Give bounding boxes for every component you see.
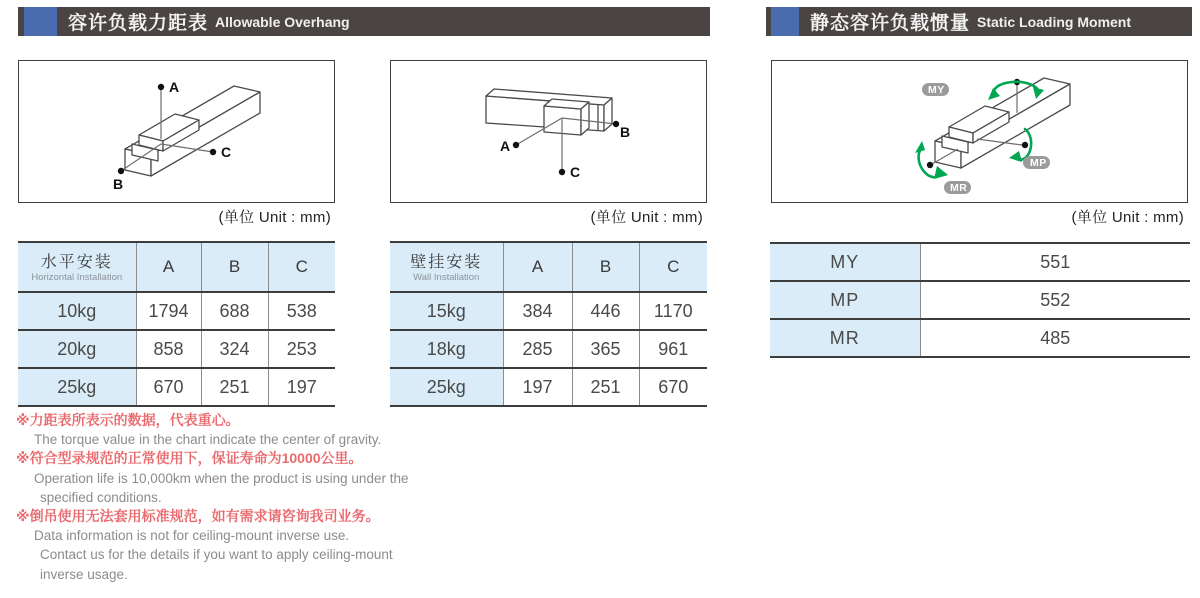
unit-label: (单位 Unit : mm) <box>590 209 703 226</box>
note-line: Operation life is 10,000km when the product is using under the <box>34 470 409 486</box>
value-a: 384 <box>503 292 572 330</box>
moment-label: MY <box>770 243 920 281</box>
wall-installation-diagram-box <box>390 60 707 203</box>
point-c-dot <box>210 149 216 155</box>
moment-label: MP <box>770 281 920 319</box>
note-line: ※力距表所表示的数据，代表重心。 <box>16 412 240 428</box>
point-a-label: A <box>500 138 511 154</box>
point-b-dot <box>118 168 124 174</box>
value-a: 1794 <box>136 292 201 330</box>
wall-installation-table <box>390 241 707 407</box>
value-c: 197 <box>268 368 335 406</box>
value-a: 285 <box>503 330 572 368</box>
note-line: inverse usage. <box>40 566 128 582</box>
table-row <box>18 368 335 406</box>
note-line: Data information is not for ceiling-mount inverse use. <box>34 528 350 544</box>
table-row <box>390 292 707 330</box>
value-a: 858 <box>136 330 201 368</box>
note-line: The torque value in the chart indicate the center of gravity. <box>34 432 382 448</box>
table-row <box>770 319 1190 357</box>
value-b: 324 <box>201 330 268 368</box>
static-moment-diagram <box>772 61 1186 201</box>
column-header-b: B <box>201 242 268 292</box>
row-header-en: Horizontal Installation <box>31 271 123 283</box>
load-label: 25kg <box>390 368 503 406</box>
wall-installation-diagram <box>391 61 705 201</box>
value-b: 688 <box>201 292 268 330</box>
load-label: 15kg <box>390 292 503 330</box>
moment-value: 485 <box>920 319 1190 357</box>
point-b-label: B <box>620 124 631 140</box>
header-accent-square <box>24 7 57 36</box>
point-b-dot <box>613 121 619 127</box>
row-header-cell <box>390 242 503 292</box>
value-b: 365 <box>572 330 639 368</box>
column-header-c: C <box>639 242 707 292</box>
point-c-dot <box>559 169 565 175</box>
row-header-zh: 壁挂安装 <box>410 253 483 271</box>
value-c: 670 <box>639 368 707 406</box>
table-row <box>18 330 335 368</box>
my-badge-label: MY <box>928 84 945 96</box>
row-header-zh: 水平安装 <box>40 253 113 271</box>
value-a: 197 <box>503 368 572 406</box>
static-moment-diagram-box <box>771 60 1188 203</box>
table-row <box>390 330 707 368</box>
horizontal-installation-table <box>18 241 335 407</box>
note-line: ※倒吊使用无法套用标准规范，如有需求请咨询我司业务。 <box>16 508 380 525</box>
table-row <box>770 243 1190 281</box>
point-a-label: A <box>169 79 180 95</box>
value-c: 961 <box>639 330 707 368</box>
note-line: specified conditions. <box>40 489 162 505</box>
column-header-b: B <box>572 242 639 292</box>
value-c: 538 <box>268 292 335 330</box>
allowable-overhang-header-bar <box>18 7 710 36</box>
value-a: 670 <box>136 368 201 406</box>
slider-drawing <box>544 99 589 135</box>
value-b: 251 <box>572 368 639 406</box>
row-header-en: Wall Installation <box>413 271 480 283</box>
column-header-a: A <box>503 242 572 292</box>
column-header-c: C <box>268 242 335 292</box>
note-line: ※符合型录规范的正常使用下，保证寿命为10000公里。 <box>16 450 363 467</box>
unit-label: (单位 Unit : mm) <box>1071 209 1184 226</box>
table-row <box>18 292 335 330</box>
mp-badge-label: MP <box>1030 157 1047 169</box>
load-label: 10kg <box>18 292 136 330</box>
mr-axis-dot <box>927 162 933 168</box>
horizontal-installation-diagram-box <box>18 60 335 203</box>
point-a-dot <box>513 142 519 148</box>
table-row <box>770 281 1190 319</box>
header-accent-square <box>771 7 799 36</box>
mp-axis-dot <box>1022 142 1028 148</box>
moment-value: 551 <box>920 243 1190 281</box>
section-title-en: Static Loading Moment <box>977 13 1132 30</box>
notes-block <box>16 411 536 584</box>
horizontal-installation-diagram <box>19 61 333 201</box>
point-c-label: C <box>570 164 581 180</box>
unit-label: (单位 Unit : mm) <box>218 209 331 226</box>
section-title-zh: 静态容许负载惯量 <box>810 13 971 34</box>
static-moment-table <box>770 242 1190 358</box>
note-line: Contact us for the details if you want to apply ceiling-mount <box>40 547 393 563</box>
moment-value: 552 <box>920 281 1190 319</box>
column-header-a: A <box>136 242 201 292</box>
point-a-dot <box>158 84 164 90</box>
load-label: 20kg <box>18 330 136 368</box>
static-loading-moment-header-bar <box>766 7 1192 36</box>
value-b: 251 <box>201 368 268 406</box>
section-title-en: Allowable Overhang <box>215 13 350 30</box>
value-b: 446 <box>572 292 639 330</box>
value-c: 253 <box>268 330 335 368</box>
load-label: 18kg <box>390 330 503 368</box>
row-header-cell <box>18 242 136 292</box>
value-c: 1170 <box>639 292 707 330</box>
table-header-row <box>390 242 707 292</box>
table-header-row <box>18 242 335 292</box>
mr-badge-label: MR <box>950 182 968 194</box>
load-label: 25kg <box>18 368 136 406</box>
point-c-label: C <box>221 144 232 160</box>
table-row <box>390 368 707 406</box>
point-b-label: B <box>113 176 124 192</box>
moment-label: MR <box>770 319 920 357</box>
section-title-zh: 容许负载力距表 <box>68 13 209 34</box>
